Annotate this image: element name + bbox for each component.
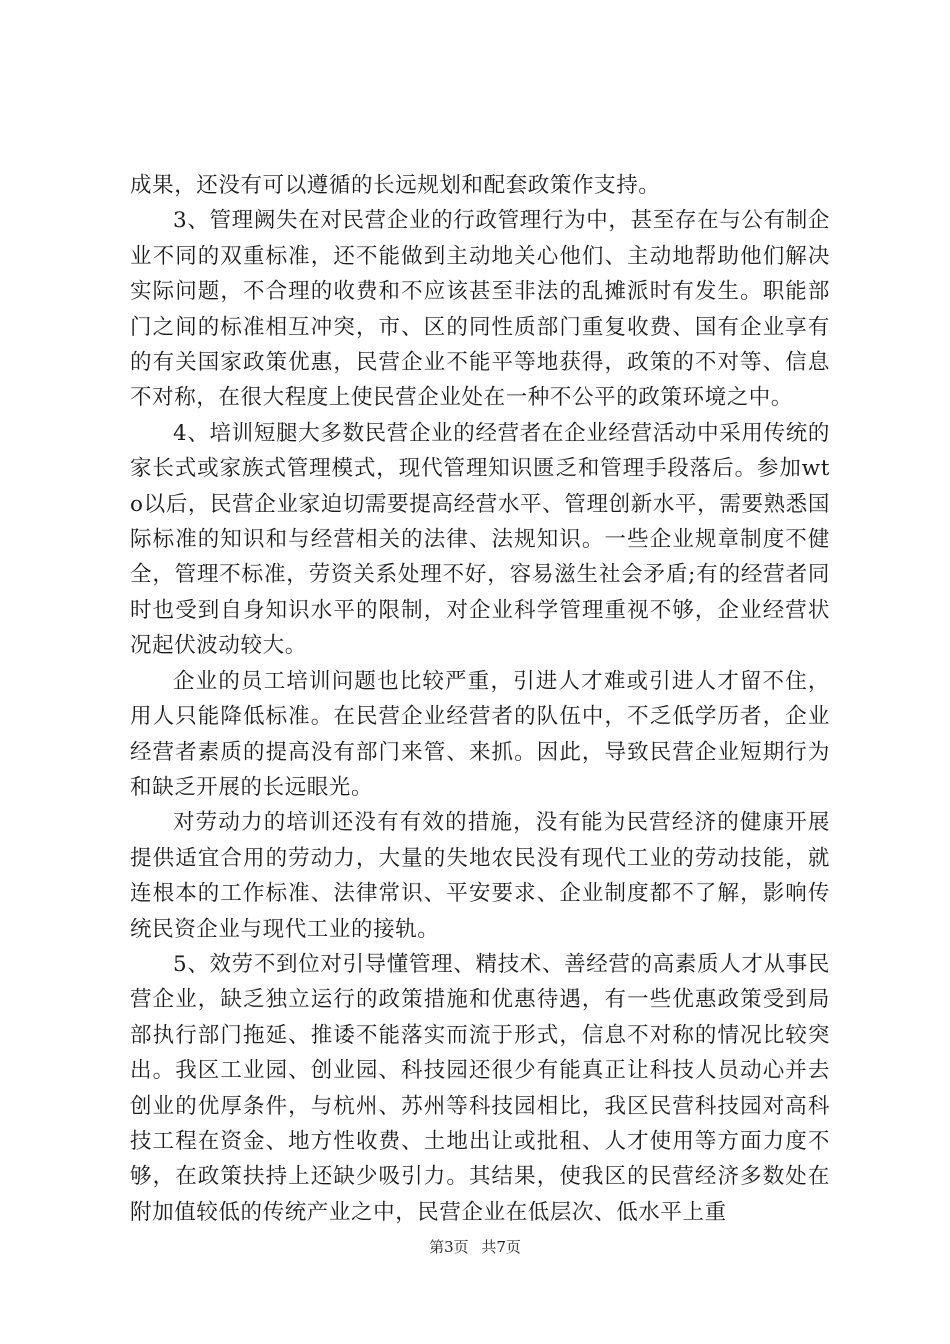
page-number: 第3页 [429, 1238, 469, 1256]
document-body [130, 168, 830, 1230]
page-total: 共7页 [481, 1238, 521, 1256]
paragraph-continuation: 成果，还没有可以遵循的长远规划和配套政策作支持。 [130, 173, 661, 198]
paragraph-staff-training: 企业的员工培训问题也比较严重，引进人才难或引进人才留不住，用人只能降低标准。在民营企业经营者的队伍中，不乏低学历者，企业经营者素质的提高没有部门来管、来抓。因此，导致民营企业短期行为和缺乏开展的长远眼光。 [130, 668, 830, 800]
paragraph-training-shortfall: 4、培训短腿大多数民营企业的经营者在企业经营活动中采用传统的家长式或家族式管理模式，现代管理知识匮乏和管理手段落后。参加wto以后，民营企业家迫切需要提高经营水平、管理创新水平，需要熟悉国际标准的知识和与经营相关的法律、法规知识。一些企业规章制度不健全，管理不标准，劳资关系处理不好，容易滋生社会矛盾;有的经营者同时也受到自身知识水平的限制，对企业科学管理重视不够，企业经营状况起伏波动较大。 [130, 420, 830, 659]
paragraph-management-gaps: 3、管理阙失在对民营企业的行政管理行为中，甚至存在与公有制企业不同的双重标准，还不能做到主动地关心他们、主动地帮助他们解决实际问题，不合理的收费和不应该甚至非法的乱摊派时有发生。职能部门之间的标准相互冲突，市、区的同性质部门重复收费、国有企业享有的有关国家政策优惠，民营企业不能平等地获得，政策的不对等、信息不对称，在很大程度上使民营企业处在一种不公平的政策环境之中。 [130, 208, 830, 411]
paragraph-labor-training: 对劳动力的培训还没有有效的措施，没有能为民营经济的健康开展提供适宜合用的劳动力，大量的失地农民没有现代工业的劳动技能，就连根本的工作标准、法律常识、平安要求、企业制度都不了解，影响传统民资企业与现代工业的接轨。 [130, 810, 830, 942]
paragraph-service-gaps: 5、效劳不到位对引导懂管理、精技术、善经营的高素质人才从事民营企业，缺乏独立运行的政策措施和优惠待遇，有一些优惠政策受到局部执行部门拖延、推诿不能落实而流于形式，信息不对称的情况比较突出。我区工业园、创业园、科技园还很少有能真正让科技人员动心并去创业的优厚条件，与杭州、苏州等科技园相比，我区民营科技园对高科技工程在资金、地方性收费、土地出让或批租、人才使用等方面力度不够，在政策扶持上还缺少吸引力。其结果，使我区的民营经济多数处在附加值较低的传统产业之中，民营企业在低层次、低水平上重 [130, 951, 830, 1225]
page-footer [0, 1237, 950, 1257]
